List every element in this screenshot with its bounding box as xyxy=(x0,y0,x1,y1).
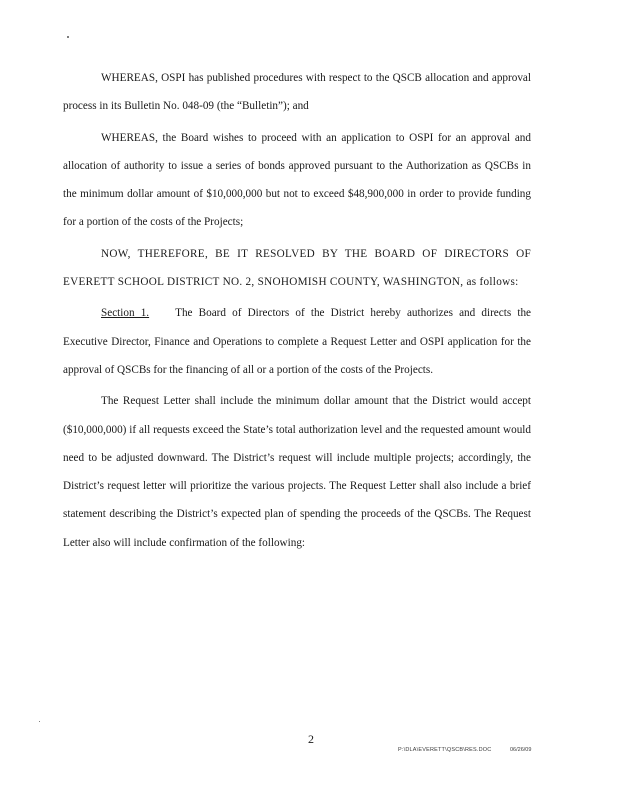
paragraph-section-1 xyxy=(63,299,531,384)
section-label: Section 1. xyxy=(101,307,150,320)
paragraph-resolved xyxy=(63,240,531,297)
scan-speck xyxy=(39,721,40,722)
paragraph-text: The Board of Directors of the District hereby authorizes and directs the Executive Director, Finance and Operations to complete a Request Letter and OSPI application for the approval of QSCBs for the financing of all or a portion of the costs of the Projects. xyxy=(63,307,532,376)
document-date: 06/26/09 xyxy=(510,747,532,753)
paragraph-whereas-board xyxy=(63,124,531,237)
scan-speck xyxy=(67,36,69,38)
document-body xyxy=(63,64,531,560)
paragraph-whereas-ospi xyxy=(63,64,531,121)
page-number: 2 xyxy=(308,732,314,746)
paragraph-text: WHEREAS, the Board wishes to proceed with an application to OSPI for an approval and allocation of authority to issue a series of bonds approved pursuant to the Authorization as QSCBs in the minimum dollar amount of $10,000,000 but not to exceed $48,900,000 in order to provide funding for a portion of the costs of the Projects; xyxy=(63,131,531,229)
paragraph-request-letter xyxy=(63,387,531,557)
paragraph-text: WHEREAS, OSPI has published procedures with respect to the QSCB allocation and approval process in its Bulletin No. 048-09 (the “Bulletin”); and xyxy=(63,72,531,113)
paragraph-text: The Request Letter shall include the minimum dollar amount that the District would accept ($10,000,000) if all requests exceed the State’s total authorization level and the requested amount would need to be adjusted downward. The District’s request will include multiple projects; accordingly, the District’s request letter will prioritize the various projects. The Request Letter shall also include a brief statement describing the District’s expected plan of spending the proceeds of the QSCBs. The Request Letter also will include confirmation of the following: xyxy=(63,395,531,549)
paragraph-text: NOW, THEREFORE, BE IT RESOLVED BY THE BOARD OF DIRECTORS OF EVERETT SCHOOL DISTRICT NO. 2, SNOHOMISH COUNTY, WASHINGTON, as follows: xyxy=(63,247,531,289)
document-id: P:\DLA\EVERETT\QSCB\RES.DOC xyxy=(398,747,492,753)
